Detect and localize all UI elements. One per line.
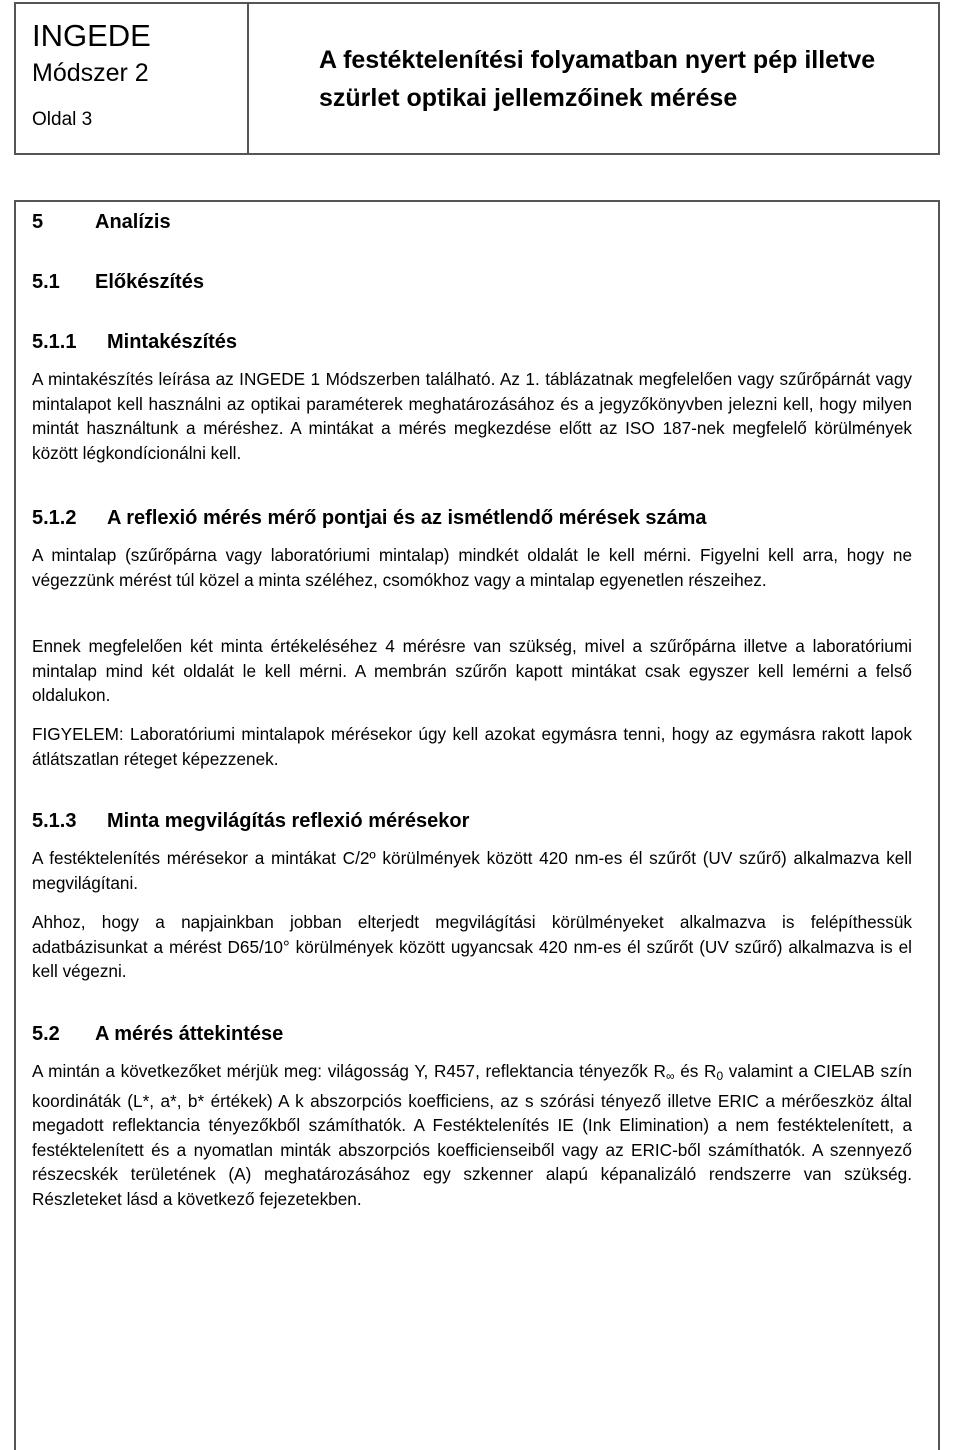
header-box [14,2,940,155]
header-divider [247,4,249,153]
paragraph-5-1-2-b: Ennek megfelelően két minta értékeléséhez 4 mérésre van szükség, mivel a szűrőpárna illetve a laboratóriumi mintalap mind két oldalát le kell mérni. A membrán szűrőn kapott mintákat csak egyszer kell lemérni a felső oldalukon. [32,636,912,705]
heading-5-1-3-number: 5.1.3 [32,810,77,832]
paragraph-5-1-1: A mintakészítés leírása az INGEDE 1 Módszerben található. Az 1. táblázatnak megfelelően vagy szűrőpárnát vagy mintalapot kell használni az optikai paraméterek meghatározásához és a jegyzőkönyvben jelezni kell, hogy milyen mintát használtunk a méréshez. A mintákat a mérés megkezdése előtt az ISO 187-nek megfelelő körülmények között légkondícionálni kell. [32,369,912,463]
heading-5-1-3-title: Minta megvilágítás reflexió mérésekor [107,810,470,832]
heading-5-1-2-title: A reflexió mérés mérő pontjai és az ismétlendő mérések száma [107,507,707,529]
paragraph-5-1-2-c: FIGYELEM: Laboratóriumi mintalapok mérésekor úgy kell azokat egymásra tenni, hogy az egymásra rakott lapok átlátszatlan réteget képezzenek. [32,724,912,769]
heading-5-1 [32,270,204,294]
heading-5-1-1-title: Mintakészítés [107,331,238,353]
paragraph-5-1-3-a: A festéktelenítés mérésekor a mintákat C/2º körülmények között 420 nm-es él szűrőt (UV szűrő) alkalmazva kell megvilágítani. [32,848,912,893]
heading-5-1-title: Előkészítés [95,271,204,293]
heading-5-1-3 [32,809,469,833]
header-org: INGEDE [32,18,151,53]
r-infinity-subscript: ∞ [665,1069,675,1083]
paragraph-5-1-3-b: Ahhoz, hogy a napjainkban jobban elterjedt megvilágítási körülményeket alkalmazva is felépíthessük adatbázisunkat a mérést D65/10° körülmények között ugyancsak 420 nm-es él szűrőt (UV szűrő) alkalmazva is el kell végezni. [32,912,912,981]
heading-5-2-number: 5.2 [32,1023,60,1045]
heading-5-number: 5 [32,211,44,233]
heading-5-1-1-number: 5.1.1 [32,331,77,353]
header-method: Módszer 2 [32,59,149,87]
heading-5-1-number: 5.1 [32,271,60,293]
r-zero-subscript: 0 [716,1069,724,1083]
paragraph-5-2-part-3: valamint a CIELAB szín koordináták (L*, a*, b* értékek) A k abszorpciós koefficiens, az s szórási tényező illetve ERIC a mérőeszköz által megadott reflektancia tényezőkből számíthatók. A Festéktelenítés IE (Ink Elimination) a nem festéktelenített, a festéktelenített és a nyomatlan minták abszorpciós koefficienseiből vagy az ERIC-ből számíthatók. A szennyező részecskék területének (A) meghatározásához egy szkenner alapú képanalizáló rendszerre van szükség. Részleteket lásd a következő fejezetekben. [32,1061,913,1209]
paragraph-5-2-part-2: és R [674,1061,717,1081]
heading-5-1-2-number: 5.1.2 [32,507,77,529]
header-left [32,18,151,132]
heading-5-1-2 [32,506,707,530]
paragraph-5-2-part-1: A mintán a következőket mérjük meg: világosság Y, R457, reflektancia tényezők R [32,1061,666,1081]
paragraph-5-2 [32,1059,912,1211]
heading-5 [32,210,171,234]
heading-5-2 [32,1022,283,1046]
heading-5-2-title: A mérés áttekintése [95,1023,284,1045]
header-page: Oldal 3 [32,109,93,130]
header-title: A festéktelenítési folyamatban nyert pép illetve szürlet optikai jellemzőinek mérése [319,46,876,112]
heading-5-1-1 [32,330,237,354]
paragraph-5-1-2-a: A mintalap (szűrőpárna vagy laboratóriumi mintalap) mindkét oldalát le kell mérni. Figyelni kell arra, hogy ne végezzünk mérést túl közel a minta széléhez, csomókhoz vagy a mintalap egyenetlen részeihez. [32,545,912,590]
heading-5-title: Analízis [95,211,171,233]
